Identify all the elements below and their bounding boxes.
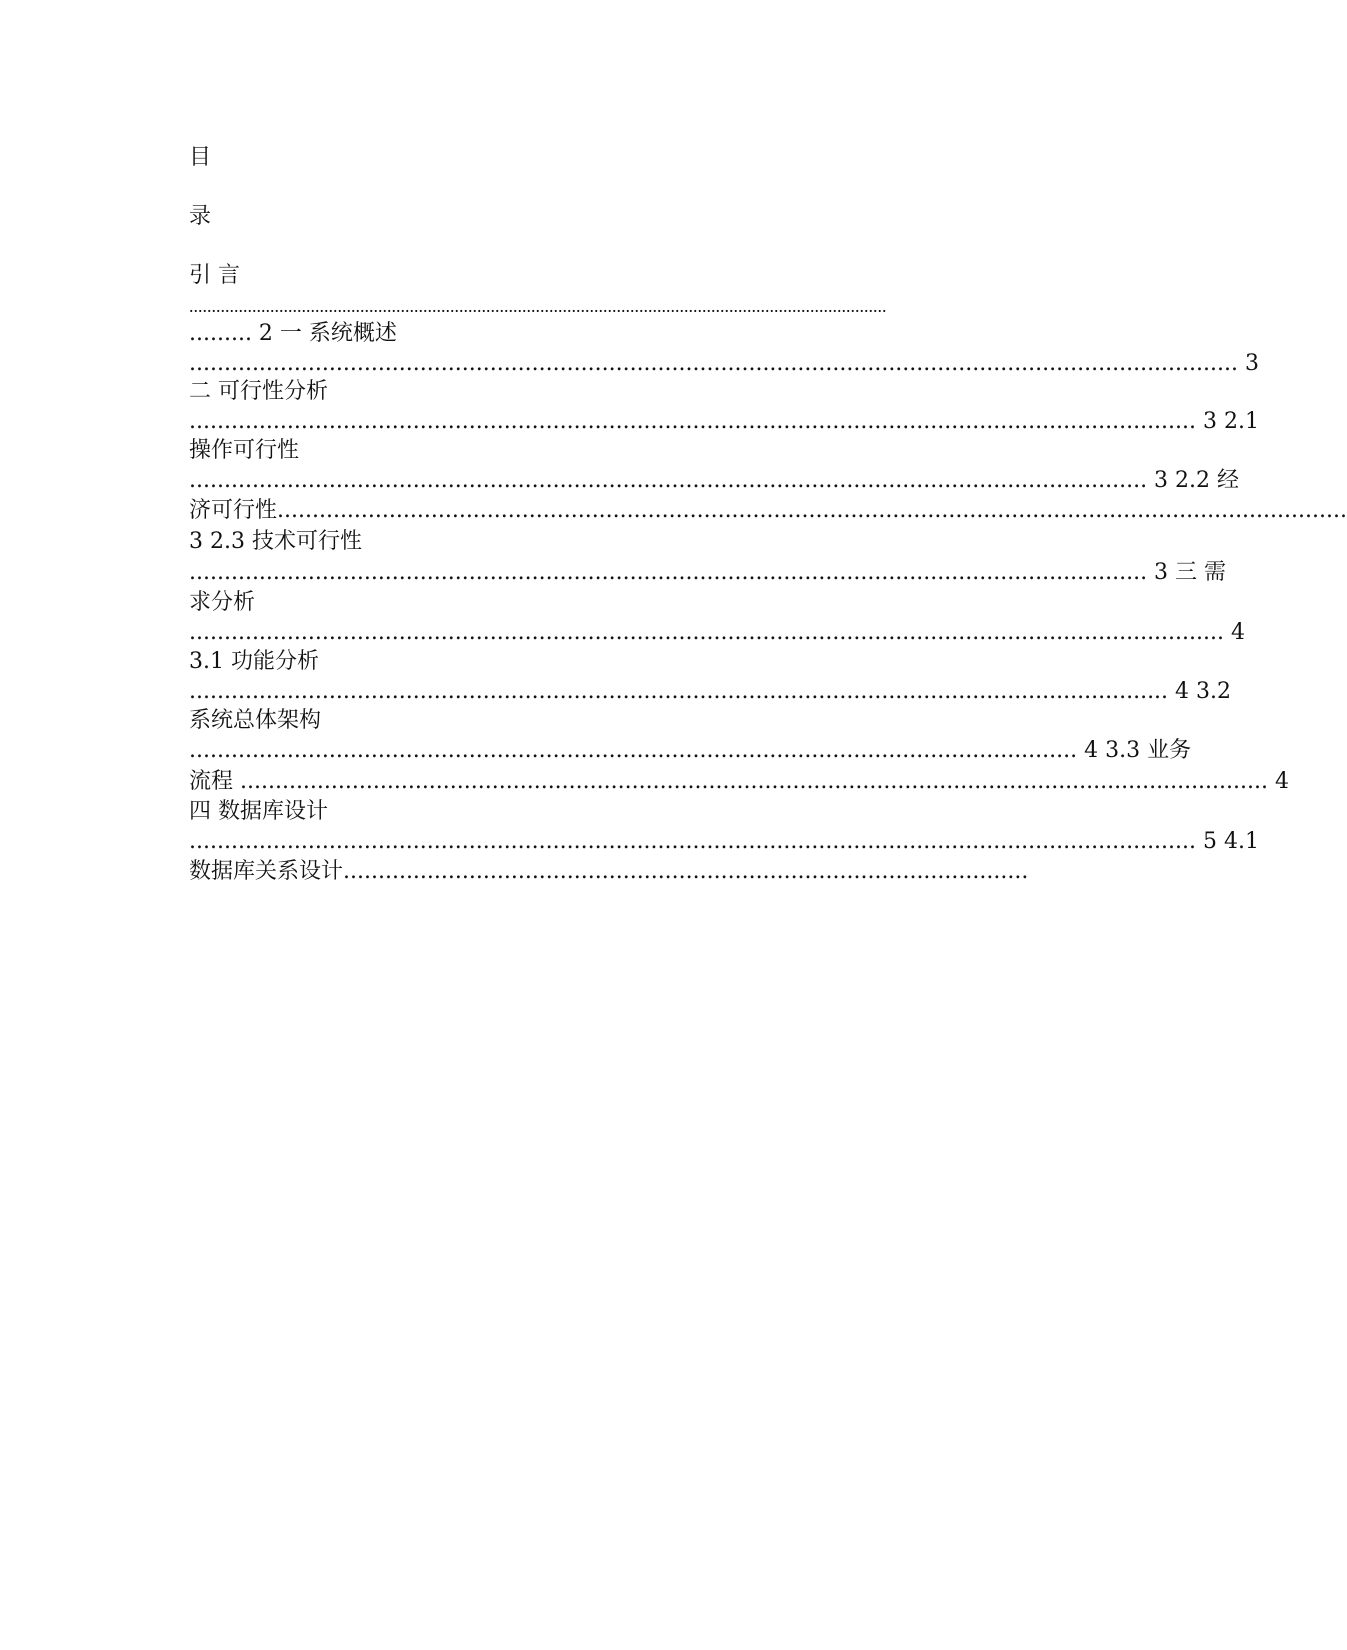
toc-line: 二 可行性分析 [189, 379, 328, 404]
toc-heading-char-1: 目 [189, 145, 212, 170]
toc-line: ......................................................................................................................................... 3 2.2 经 [189, 468, 1240, 493]
toc-line: ................................................................................................................................................ 3 2.1 [189, 409, 1259, 434]
toc-line: ................................................................................................................................................ 5 4.1 [189, 829, 1259, 854]
toc-line: 数据库关系设计.................................................................................................. [189, 859, 1029, 884]
toc-line: 求分析 [189, 590, 256, 615]
toc-line: ......... 2 一 系统概述 [189, 321, 397, 346]
toc-line: ............................................................................................................................................ 4 3.2 [189, 679, 1232, 704]
toc-line: ...................................................................................................................................................... 3 [189, 351, 1259, 376]
toc-line: ............................................................................................................................... 4 3.3 业务 [189, 738, 1192, 763]
toc-line: ........................................................................................................................................................... [189, 296, 887, 316]
toc-line: 操作可行性 [189, 438, 300, 463]
toc-line: 四 数据库设计 [189, 799, 328, 824]
toc-line: .................................................................................................................................................... 4 [189, 620, 1245, 645]
toc-line: ......................................................................................................................................... 3 三 需 [189, 560, 1227, 585]
toc-line: 3 2.3 技术可行性 [189, 529, 362, 554]
toc-line: 3.1 功能分析 [189, 649, 319, 674]
toc-line: 系统总体架构 [189, 708, 322, 733]
toc-heading-char-2: 录 [189, 204, 212, 229]
toc-line: 引 言 [189, 263, 240, 288]
toc-line: 流程 ................................................................................................................................................... 4 [189, 769, 1289, 794]
toc-line: 济可行性......................................................................................................................................................... [189, 498, 1347, 523]
